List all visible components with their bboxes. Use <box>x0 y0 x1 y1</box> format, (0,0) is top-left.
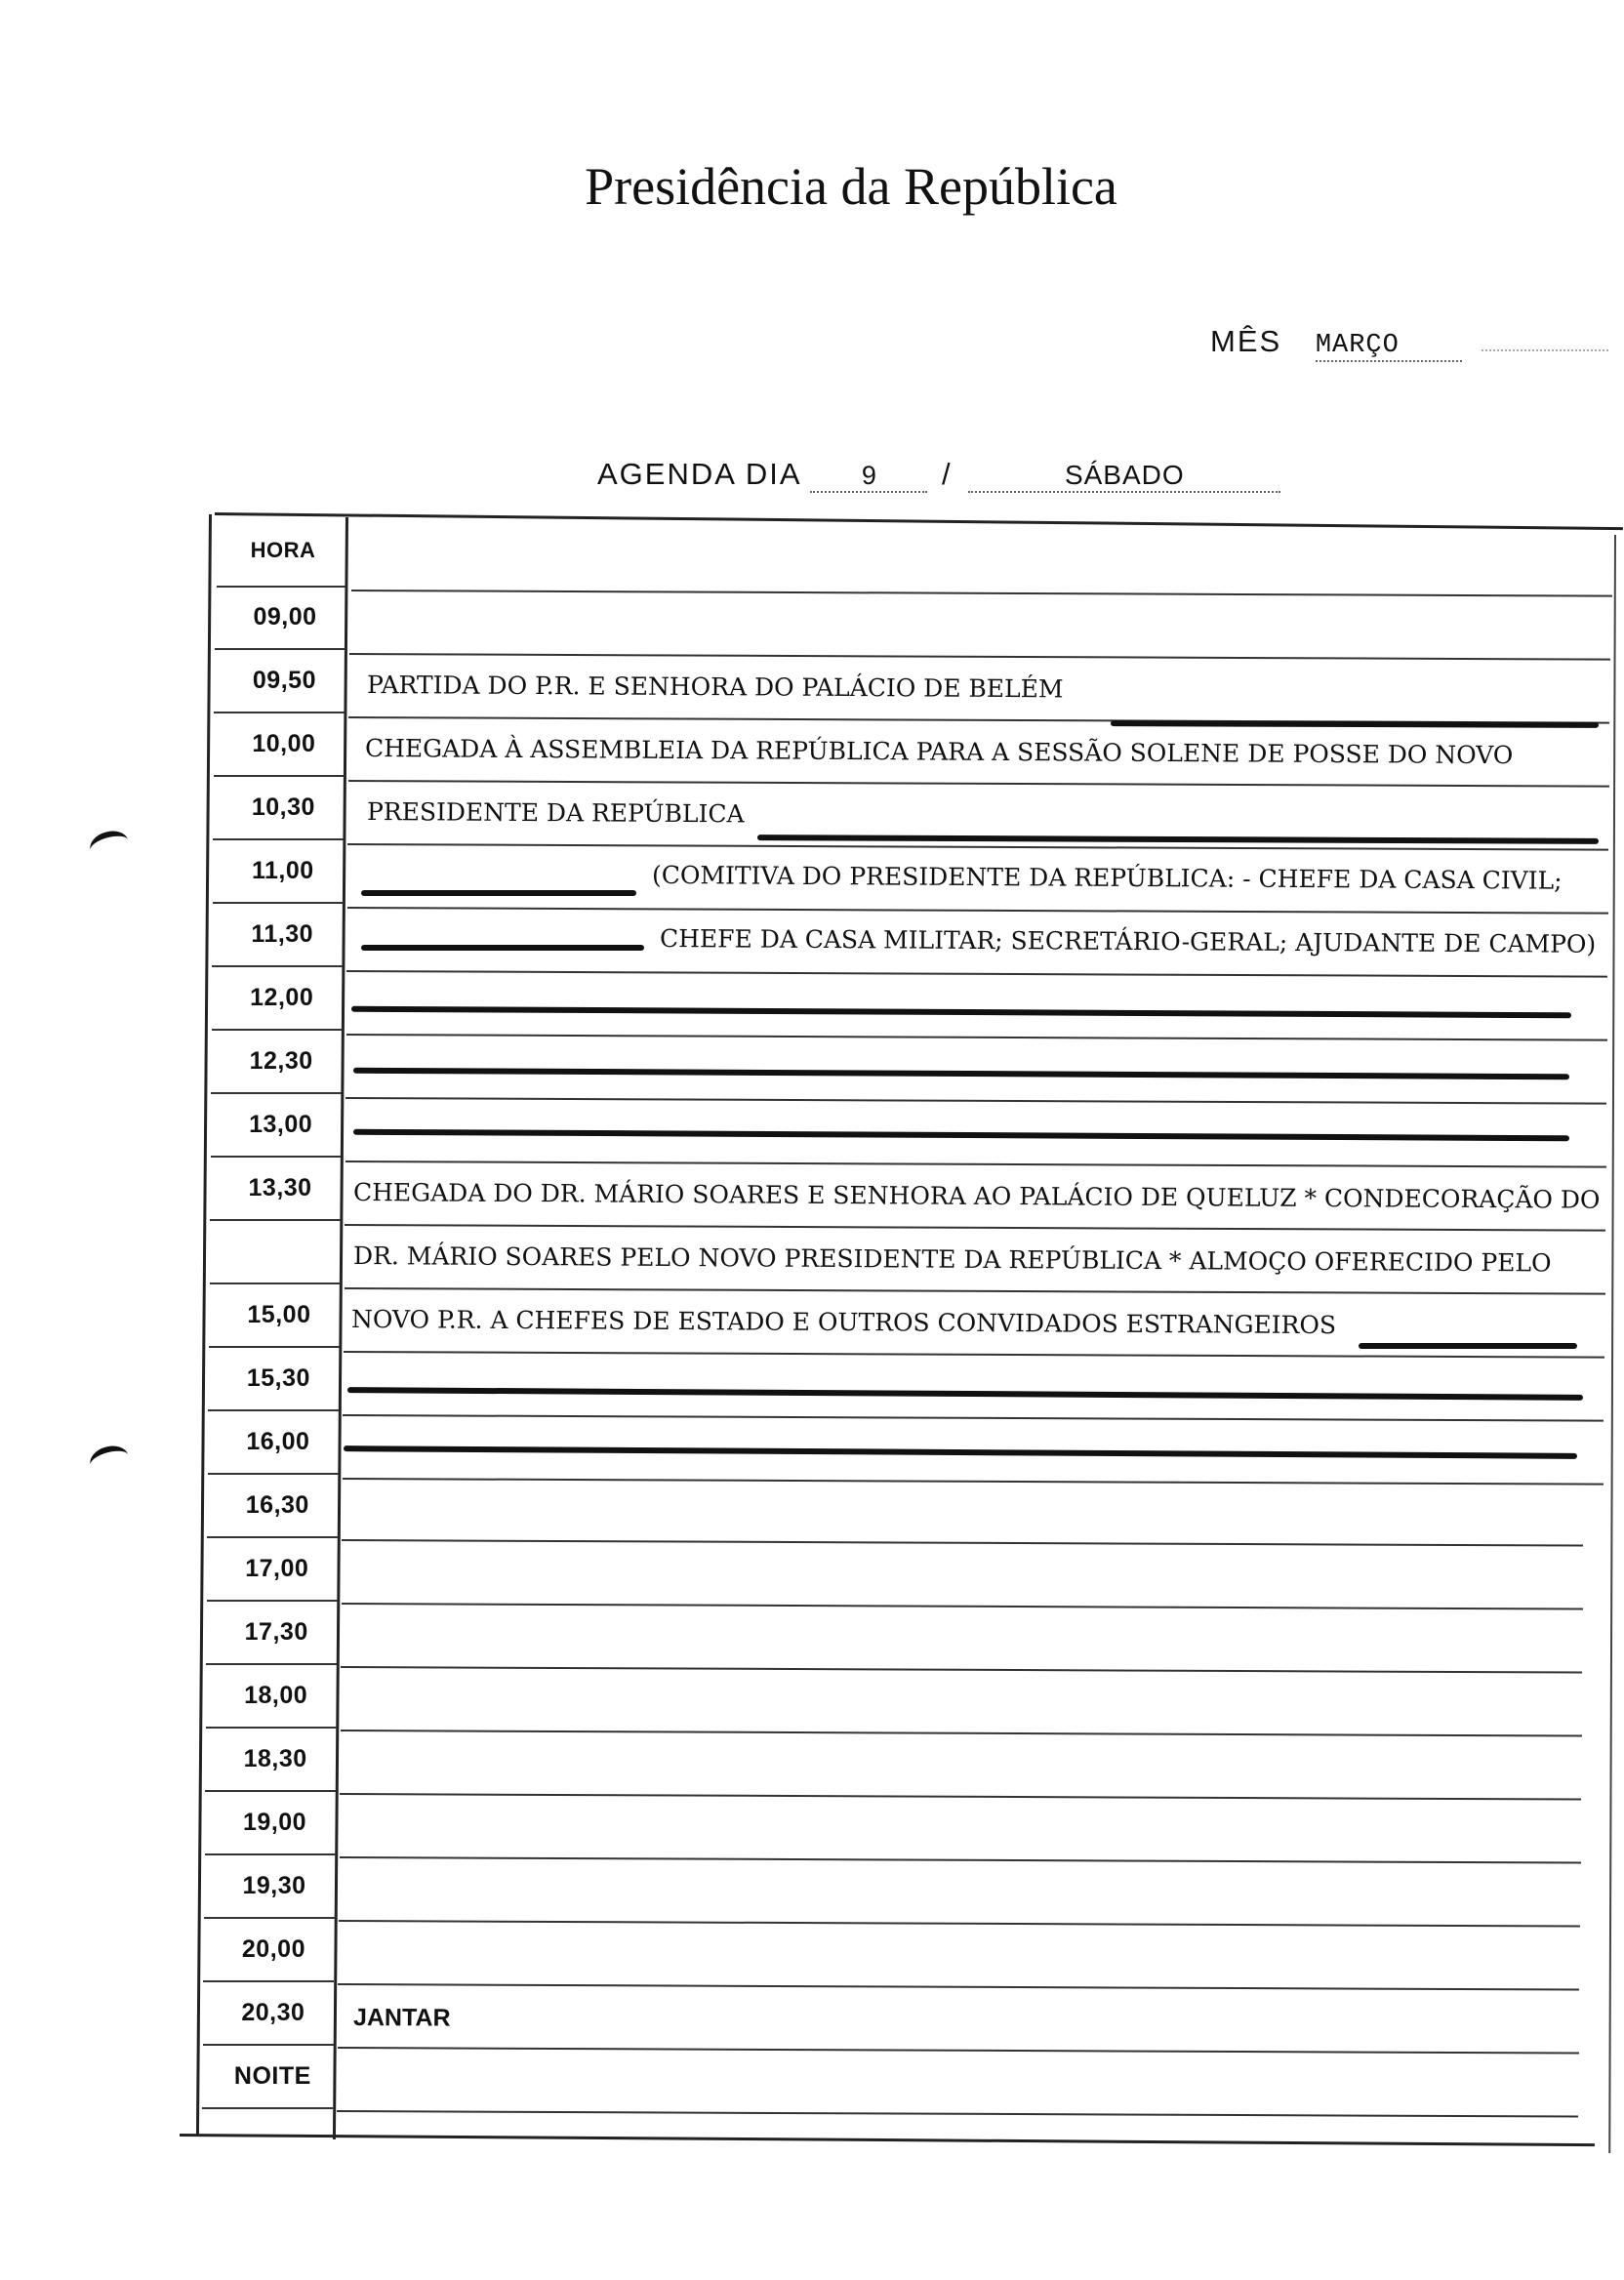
hour-cell: 09,50 <box>252 667 316 694</box>
filler-bar <box>347 1387 1583 1401</box>
entry-line <box>340 1793 1581 1801</box>
agenda-entry-text: DR. MÁRIO SOARES PELO NOVO PRESIDENTE DA REPÚBLICA * ALMOÇO OFERECIDO PELO <box>352 1242 1552 1278</box>
agenda-entry-text: CHEGADA DO DR. MÁRIO SOARES E SENHORA AO PALÁCIO DE QUELUZ * CONDECORAÇÃO DO <box>352 1178 1601 1214</box>
entry-line <box>341 1730 1582 1737</box>
hour-cell: 10,30 <box>251 794 315 821</box>
table-frame-right <box>1608 535 1616 2153</box>
hour-cell: 11,30 <box>251 920 314 948</box>
agenda-entry-text: (COMITIVA DO PRESIDENTE DA REPÚBLICA: - CHEFE DA CASA CIVIL; <box>651 861 1563 895</box>
punch-hole-bottom <box>87 1442 132 1478</box>
entry-line <box>340 1856 1581 1864</box>
entry-line <box>342 1603 1583 1610</box>
entry-line <box>341 1666 1582 1674</box>
entry-line <box>338 2047 1579 2055</box>
agenda-entry-text: CHEFE DA CASA MILITAR; SECRETÁRIO-GERAL; AJUDANTE DE CAMPO) <box>659 924 1597 958</box>
agenda-entry-text: NOVO P.R. A CHEFES DE ESTADO E OUTROS CONVIDADOS ESTRANGEIROS <box>350 1305 1337 1340</box>
table-frame-bottom <box>180 2134 1595 2146</box>
document-title: Presidência da República <box>585 157 1117 216</box>
hour-cell: 16,30 <box>245 1491 309 1519</box>
hour-cell: 11,00 <box>251 857 314 884</box>
hour-cell: 18,30 <box>243 1745 307 1772</box>
entry-line <box>337 2110 1578 2118</box>
hour-cell: 16,00 <box>246 1428 310 1455</box>
hour-cell: NOITE <box>233 2062 311 2090</box>
hour-cell: 13,30 <box>248 1174 312 1201</box>
filler-bar <box>351 1006 1571 1019</box>
month-field <box>1210 324 1608 362</box>
table-frame-top <box>215 512 1623 530</box>
filler-bar <box>757 835 1599 844</box>
entry-line <box>342 1539 1583 1547</box>
entry-line <box>343 1414 1604 1422</box>
hour-cell: 15,30 <box>246 1364 310 1392</box>
agenda-weekday-value: SÁBADO <box>968 460 1280 493</box>
hour-cell <box>212 1220 348 1282</box>
agenda-label: AGENDA DIA <box>597 457 800 491</box>
agenda-entry-text: PRESIDENTE DA REPÚBLICA <box>366 797 745 829</box>
entry-line <box>338 1983 1579 1991</box>
entry-line <box>339 1920 1580 1928</box>
hour-cell: 10,00 <box>252 730 316 757</box>
hour-cell: 17,00 <box>245 1555 309 1582</box>
hour-cell: 17,30 <box>244 1618 308 1646</box>
agenda-entry-text: PARTIDA DO P.R. E SENHORA DO PALÁCIO DE BELÉM <box>366 671 1064 704</box>
agenda-separator: / <box>942 457 953 491</box>
agenda-day-value: 9 <box>810 461 927 493</box>
header-entry-line <box>351 590 1612 597</box>
filler-bar <box>361 945 644 951</box>
hour-cell: 18,00 <box>244 1682 308 1709</box>
filler-bar <box>361 890 636 896</box>
filler-bar <box>353 1129 1569 1142</box>
entry-line <box>343 1478 1604 1486</box>
agenda-entry-text: CHEGADA À ASSEMBLEIA DA REPÚBLICA PARA A SESSÃO SOLENE DE POSSE DO NOVO <box>364 734 1514 770</box>
hour-cell: 19,30 <box>242 1872 306 1899</box>
agenda-entry-text: JANTAR <box>352 2004 451 2032</box>
hour-cell: 15,00 <box>247 1301 311 1328</box>
hour-row-line <box>202 2107 333 2109</box>
hour-header: HORA <box>250 538 316 562</box>
month-label: MÊS <box>1210 324 1282 358</box>
hour-cell: 12,30 <box>249 1047 313 1075</box>
month-dotted-tail <box>1482 349 1608 351</box>
entry-line <box>345 1097 1606 1105</box>
punch-hole-top <box>87 827 132 863</box>
hour-cell: 09,00 <box>253 603 317 631</box>
entry-line <box>346 1034 1607 1041</box>
hour-cell: 13,00 <box>249 1111 313 1138</box>
filler-bar <box>1359 1343 1577 1349</box>
hour-cell: 20,30 <box>241 1999 305 2026</box>
hour-cell: 12,00 <box>250 984 314 1011</box>
filler-bar <box>344 1445 1577 1459</box>
filler-bar <box>353 1068 1569 1080</box>
hour-cell: 19,00 <box>243 1809 307 1836</box>
hour-cell: 20,00 <box>241 1935 305 1963</box>
agenda-field <box>597 457 1280 493</box>
month-value: MARÇO <box>1316 331 1462 362</box>
